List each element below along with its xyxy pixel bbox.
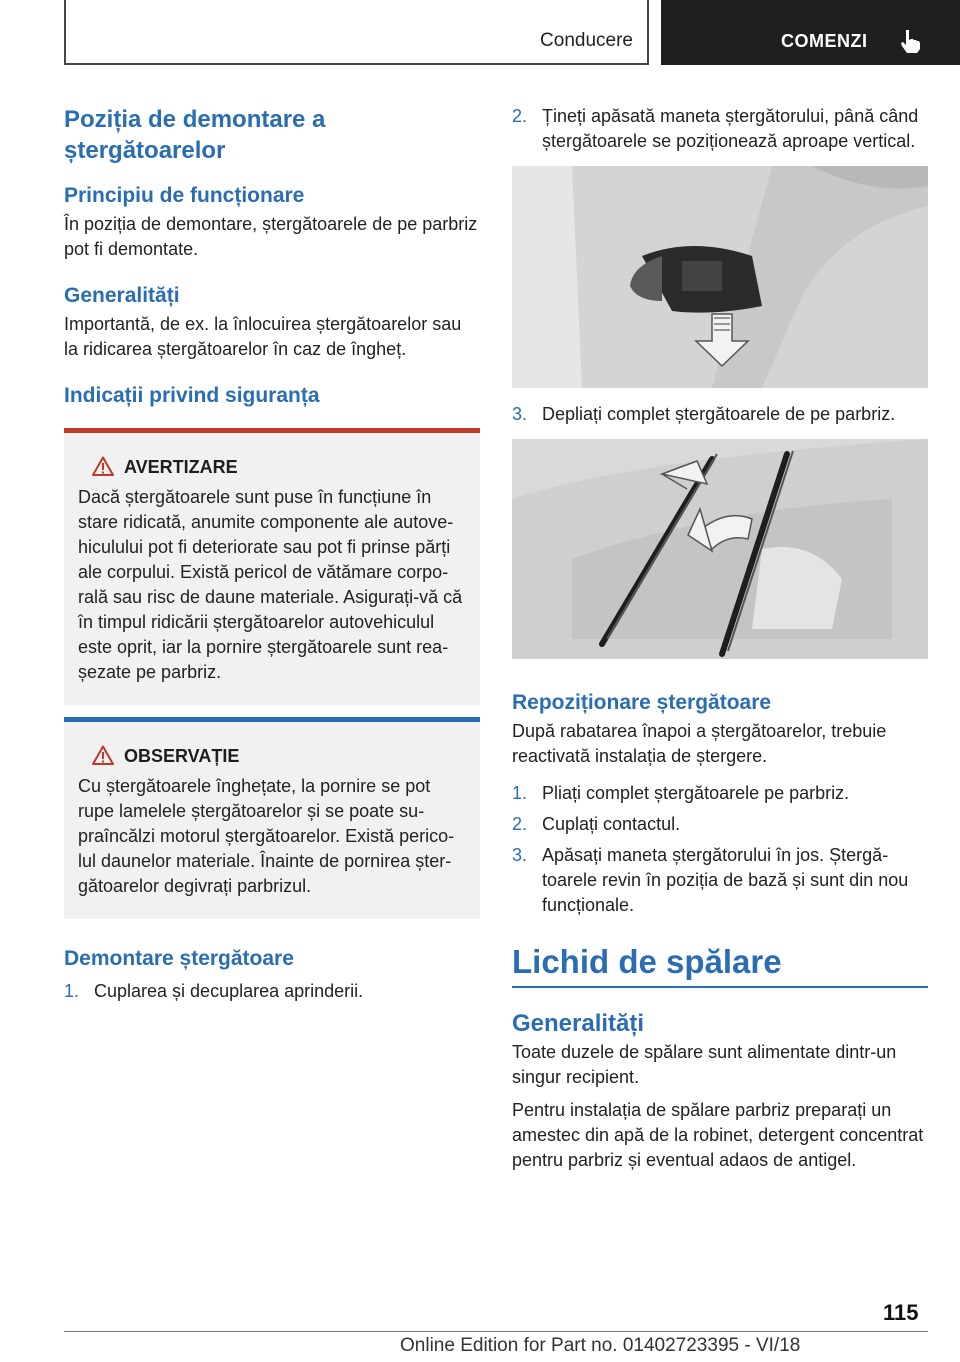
main-title: Poziția de demontare a ștergătoarelor <box>64 106 326 164</box>
step-text: Pliați complet ștergătoarele pe parbriz. <box>542 783 850 803</box>
note-label: OBSERVAȚIE <box>124 746 240 766</box>
principiu-text: În poziția de demontare, ștergătoarele de pe parbriz pot fi demontate. <box>64 214 478 259</box>
step-number: 1. <box>512 783 528 803</box>
wiper-unfold-image <box>512 439 928 659</box>
step-number: 3. <box>512 845 528 865</box>
step-number: 2. <box>512 814 528 834</box>
wiper-unfold-illustration <box>512 439 928 659</box>
step-number: 3. <box>512 404 528 424</box>
repozitionare-steps <box>512 781 928 918</box>
chapter-tab <box>661 0 960 65</box>
warning-title <box>78 455 466 479</box>
pointing-hand-icon <box>897 28 923 54</box>
note-text: Cu ștergătoarele înghețate, la pornire se pot rupe lamelele ștergătoarelor și se poate supraîncălzi motorul ștergătoarelor. Există pericolul daunelor materiale. Înainte de pornirea ștergătoarelor degivrați parbrizul. <box>78 776 455 896</box>
wiper-lever-illustration <box>512 166 928 388</box>
warning-label: AVERTIZARE <box>124 457 238 477</box>
header-section-frame <box>64 0 649 65</box>
principiu-heading: Principiu de funcționare <box>64 184 305 207</box>
repozitionare-heading: Repoziționare ștergătoare <box>512 691 772 714</box>
lichid-text-1: Toate duzele de spălare sunt alimentate dintr-un singur recipient. <box>512 1042 897 1087</box>
footer-edition: Online Edition for Part no. 01402723395 - VI/18 <box>400 1335 801 1356</box>
list-item <box>512 104 928 154</box>
step-text: Depliați complet ștergătoarele de pe parbriz. <box>542 404 896 424</box>
list-item <box>64 979 480 1004</box>
generalitati-heading: Generalități <box>64 284 180 307</box>
step-text: Cuplarea și decuplarea aprinderii. <box>94 981 364 1001</box>
warning-triangle-icon <box>92 456 114 476</box>
list-item <box>512 812 928 837</box>
note-title <box>78 744 466 768</box>
lichid-heading: Lichid de spălare <box>512 943 782 980</box>
siguranta-heading: Indicații privind siguranța <box>64 384 320 407</box>
chapter-title: COMENZI <box>781 31 868 51</box>
step-text: Cuplați contactul. <box>542 814 681 834</box>
lichid-generalitati-heading: Generalități <box>512 1010 645 1037</box>
step-number: 2. <box>512 106 528 126</box>
left-column <box>64 104 480 1010</box>
warning-text: Dacă ștergătoarele sunt puse în funcțiune în stare ridicată, anumite componente ale autovehiculului pot fi deteriorate sau pot fi prinse părți ale corpului. Există pericol de vătămare corporală sau risc de daune materiale. Asigurați-vă că în timpul ridicării ștergătoarelor autovehiculul este oprit, iar la pornire ștergătoarele sunt reașezate pe parbriz. <box>78 487 463 682</box>
heading-rule <box>512 986 928 988</box>
list-item <box>512 781 928 806</box>
footer-rule <box>64 1331 928 1332</box>
steps-b <box>512 402 928 427</box>
caution-triangle-icon <box>92 745 114 765</box>
steps-a <box>512 104 928 154</box>
demontare-heading: Demontare ștergătoare <box>64 947 294 970</box>
step-text: Țineți apăsată maneta ștergătorului, până când ștergătoarele se poziționează aproape vertical. <box>542 106 919 151</box>
list-item <box>512 402 928 427</box>
step-text: Apăsați maneta ștergătorului în jos. Ștergătoarele revin în poziția de bază și sunt din nou funcționale. <box>542 845 909 915</box>
right-column <box>512 104 928 1173</box>
generalitati-text: Importantă, de ex. la înlocuirea ștergătoarelor sau la ridicarea ștergătoarelor în caz de îngheț. <box>64 314 462 359</box>
warning-box <box>64 428 480 705</box>
note-box <box>64 717 480 919</box>
lichid-text-2: Pentru instalația de spălare parbriz preparați un amestec din apă de la robinet, detergent concentrat pentru parbriz și eventual adaos de antigel. <box>512 1100 924 1170</box>
step-number: 1. <box>64 981 80 1001</box>
wiper-lever-image <box>512 166 928 388</box>
page-number: 115 <box>883 1300 919 1325</box>
section-title: Conducere <box>540 30 633 51</box>
repozitionare-text: După rabatarea înapoi a ștergătoarelor, trebuie reactivată instalația de ștergere. <box>512 721 887 766</box>
list-item <box>512 843 928 918</box>
demontare-steps <box>64 979 480 1004</box>
